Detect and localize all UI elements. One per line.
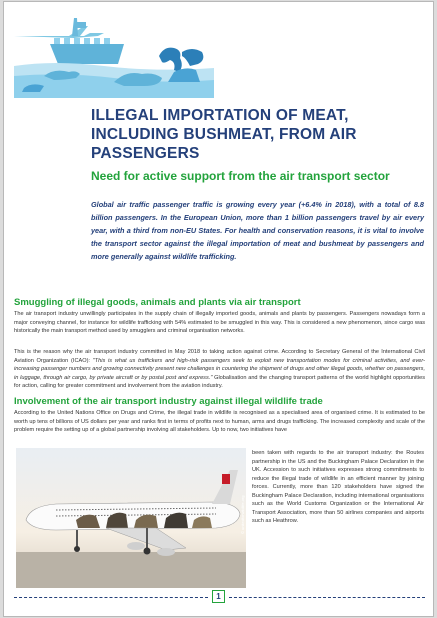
footer-divider-left [14,597,208,598]
section2-paragraph-2: been taken with regards to the air transport industry: the Routes partnership in the US and the Buckingham Palace Declaration in the UK. Accession to such initiatives expresses strong commitments to reduce the illegal trade of wildlife in an efficient manner by joining forces. Currently, more than 120 stakeholders have signed the Buckingham Palace Declaration, including international organisations such as the World Customs Organization or the International Air Transport Association, more than 50 airlines companies and airports such as Heathrow. [252,450,424,524]
page-title: ILLEGAL IMPORTATION OF MEAT, INCLUDING BUSHMEAT, FROM AIR PASSENGERS [91,107,357,162]
page-number: 1 [212,590,225,603]
footer-divider-right [229,597,425,598]
section-heading-involvement: Involvement of the air transport industry against illegal wildlife trade [14,396,323,407]
intro-paragraph: Global air traffic passenger traffic is growing every year (+6.4% in 2018), with a total of 8.8 billion passengers. In the European Union, more than 1 billion passengers travel by air every year, with a third from non-EU States. For health and conservation reasons, it is vital to involve the transport sector against the illegal importation of meat and bushmeat by passengers and more generally against wildlife trafficking. [91,200,424,261]
section1-paragraph-2-start: This is the reason why the air transport industry committed in May 2018 to taking action against crime. According to Secretary General of the International Civil Aviation Organization (ICAO): [14,349,425,364]
ship-icon [50,18,124,64]
airplane-photo [16,448,246,588]
section-heading-smuggling: Smuggling of illegal goods, animals and plants via air transport [14,297,301,308]
icao-quote: "This is what us traffickers and high-risk passengers seek to exploit new transportation modes for criminal activities, and ever-increasing passenger numbers and growing connectivity present new challenges in countering the shipment of drugs and other illegal goods, whether on passengers, in luggage, through air cargo, by private aircraft or by postal post and express." [14,357,425,381]
section1-paragraph-2 [14,348,425,391]
page-subtitle: Need for active support from the air transport sector [91,169,390,183]
section1-paragraph-1: The air transport industry unwillingly participates in the supply chain of illegally imported goods, animals and plants by passengers. Passengers nowadays form a major conveying channel, for instance for wildlife trafficking with 54% estimated to be smuggled in this way. This is considered a new phenomenon, since cargo was historically the main transport method used by smugglers and criminal organisation networks. [14,311,425,334]
document-page [3,1,434,617]
photo-credit: © unitedforwildlife.org [240,495,245,534]
header-illustration [14,6,214,98]
airplane-icon [14,26,104,38]
section1-paragraph-2-end: Globalisation and the changing transport patterns of the world highlight opportunities for action, calling for greater commitment and involvement from the aviation industry. [14,374,425,389]
section2-paragraph-1: According to the United Nations Office on Drugs and Crime, the illegal trade in wildlife is recognised as a specialised area of organised crime. It is estimated to be worth up tens of billions of US dollars per year and ranks first in terms of profits next to human, arms and drugs trafficking. The increased complexity and scale of the problem require the setting up of a global partnership involving all stakeholders. Up to now, two initiatives have [14,410,425,433]
